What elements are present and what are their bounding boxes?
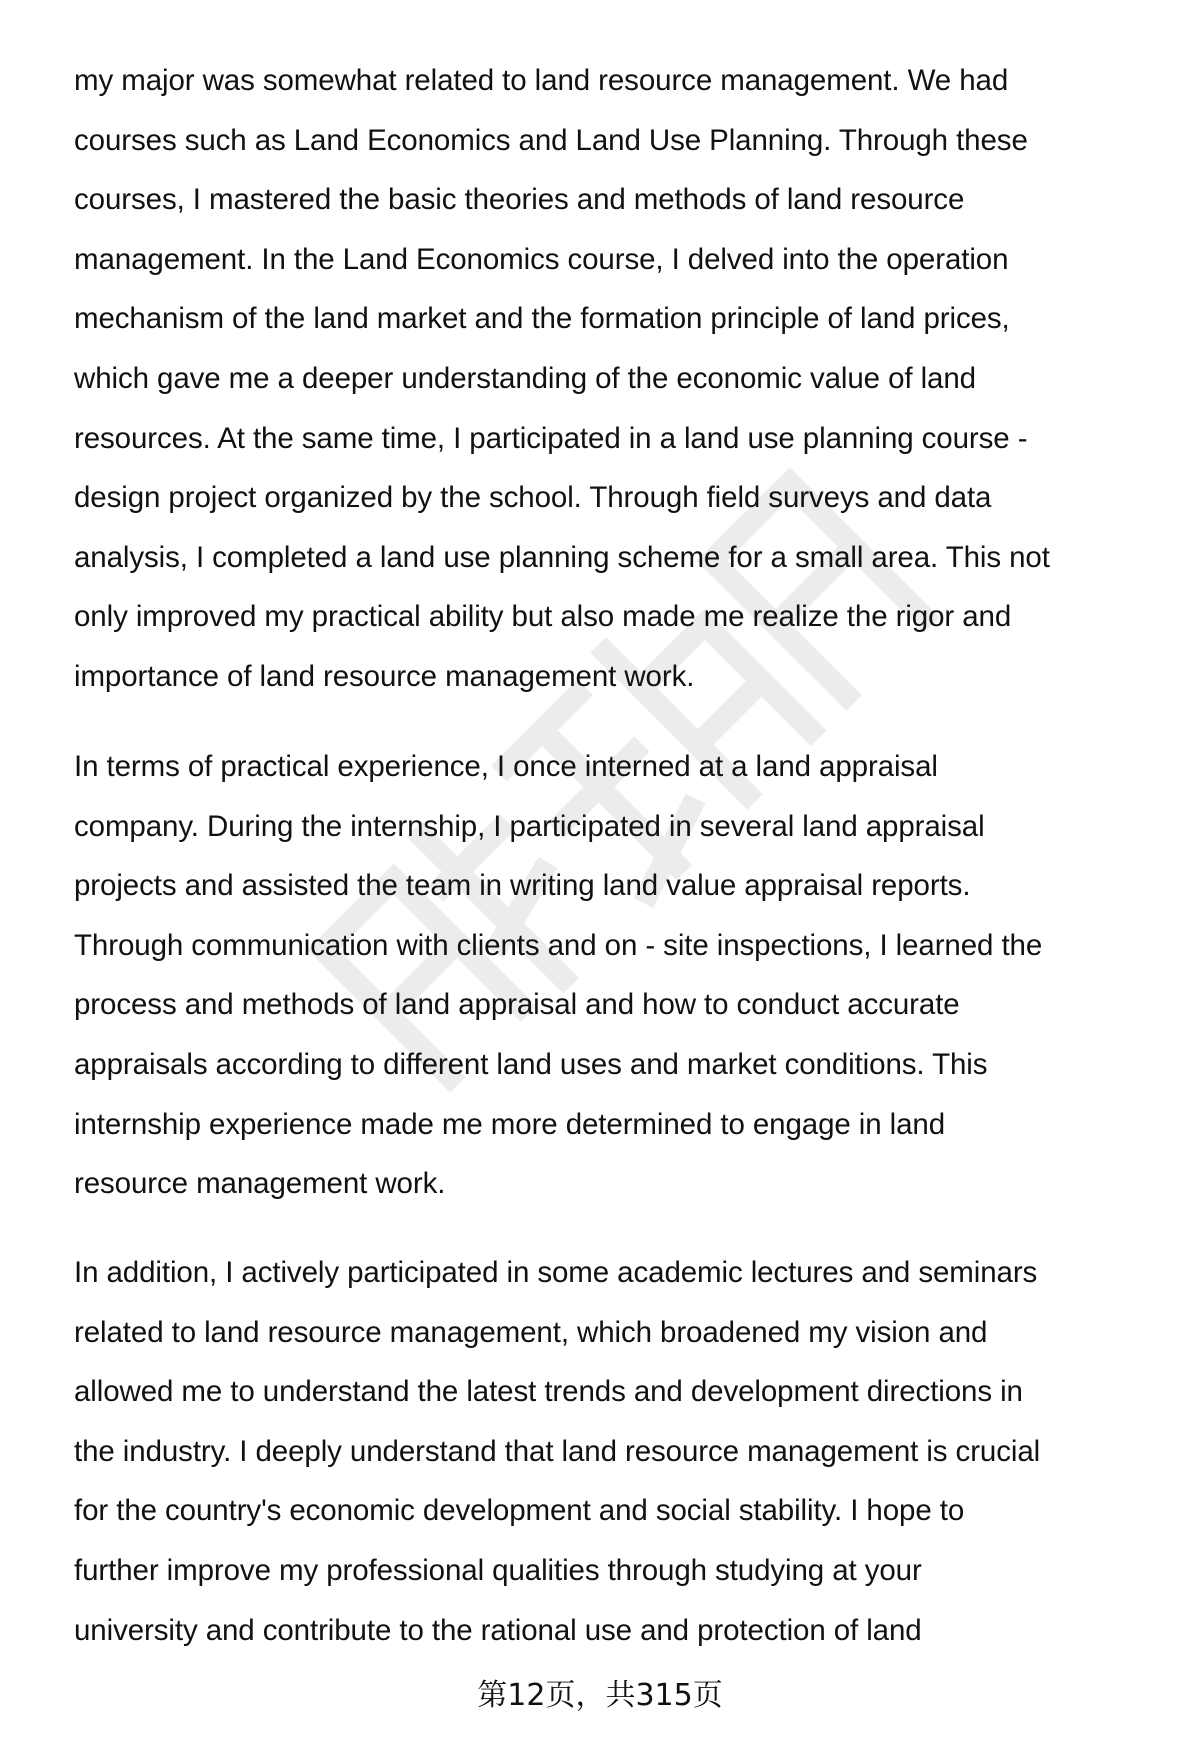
- text-line: internship experience made me more determined to engage in land: [74, 1107, 946, 1141]
- text-line: further improve my professional qualities through studying at your: [74, 1553, 922, 1587]
- text-line: allowed me to understand the latest trends and development directions in: [74, 1375, 1023, 1409]
- text-line: design project organized by the school. Through field surveys and data: [74, 481, 992, 515]
- text-line: importance of land resource management work.: [74, 659, 695, 693]
- text-line: mechanism of the land market and the formation principle of land prices,: [74, 302, 1010, 336]
- text-line: projects and assisted the team in writing land value appraisal reports.: [74, 869, 971, 903]
- text-line: related to land resource management, which broadened my vision and: [74, 1315, 988, 1349]
- text-line: company. During the internship, I participated in several land appraisal: [74, 809, 985, 843]
- text-line: In terms of practical experience, I once interned at a land appraisal: [74, 750, 938, 783]
- page-number-footer: 第12页，共315页: [477, 1678, 723, 1713]
- text-line: management. In the Land Economics course, I delved into the operation: [74, 242, 1009, 276]
- text-line: process and methods of land appraisal and how to conduct accurate: [74, 988, 960, 1022]
- text-line: only improved my practical ability but also made me realize the rigor and: [74, 600, 1012, 634]
- text-line: appraisals according to different land uses and market conditions. This: [74, 1047, 988, 1081]
- text-line: the industry. I deeply understand that land resource management is crucial: [74, 1434, 1041, 1468]
- text-line: for the country's economic development and social stability. I hope to: [74, 1494, 965, 1528]
- text-line: courses such as Land Economics and Land Use Planning. Through these: [74, 123, 1028, 157]
- text-line: resource management work.: [74, 1167, 446, 1201]
- text-line: analysis, I completed a land use planning scheme for a small area. This not: [74, 540, 1050, 574]
- paragraph-academic-background: [74, 51, 1050, 707]
- paragraph-academic-activities: [74, 1243, 1040, 1660]
- text-line: Through communication with clients and on - site inspections, I learned the: [74, 928, 1043, 962]
- text-line: In addition, I actively participated in some academic lectures and seminars: [74, 1256, 1038, 1289]
- text-line: resources. At the same time, I participated in a land use planning course -: [74, 421, 1028, 455]
- text-line: which gave me a deeper understanding of the economic value of land: [74, 361, 976, 395]
- paragraph-practical-experience: [74, 737, 1042, 1214]
- text-line: university and contribute to the rational use and protection of land: [74, 1613, 922, 1647]
- text-line: my major was somewhat related to land resource management. We had: [74, 64, 1009, 97]
- text-line: courses, I mastered the basic theories and methods of land resource: [74, 183, 965, 217]
